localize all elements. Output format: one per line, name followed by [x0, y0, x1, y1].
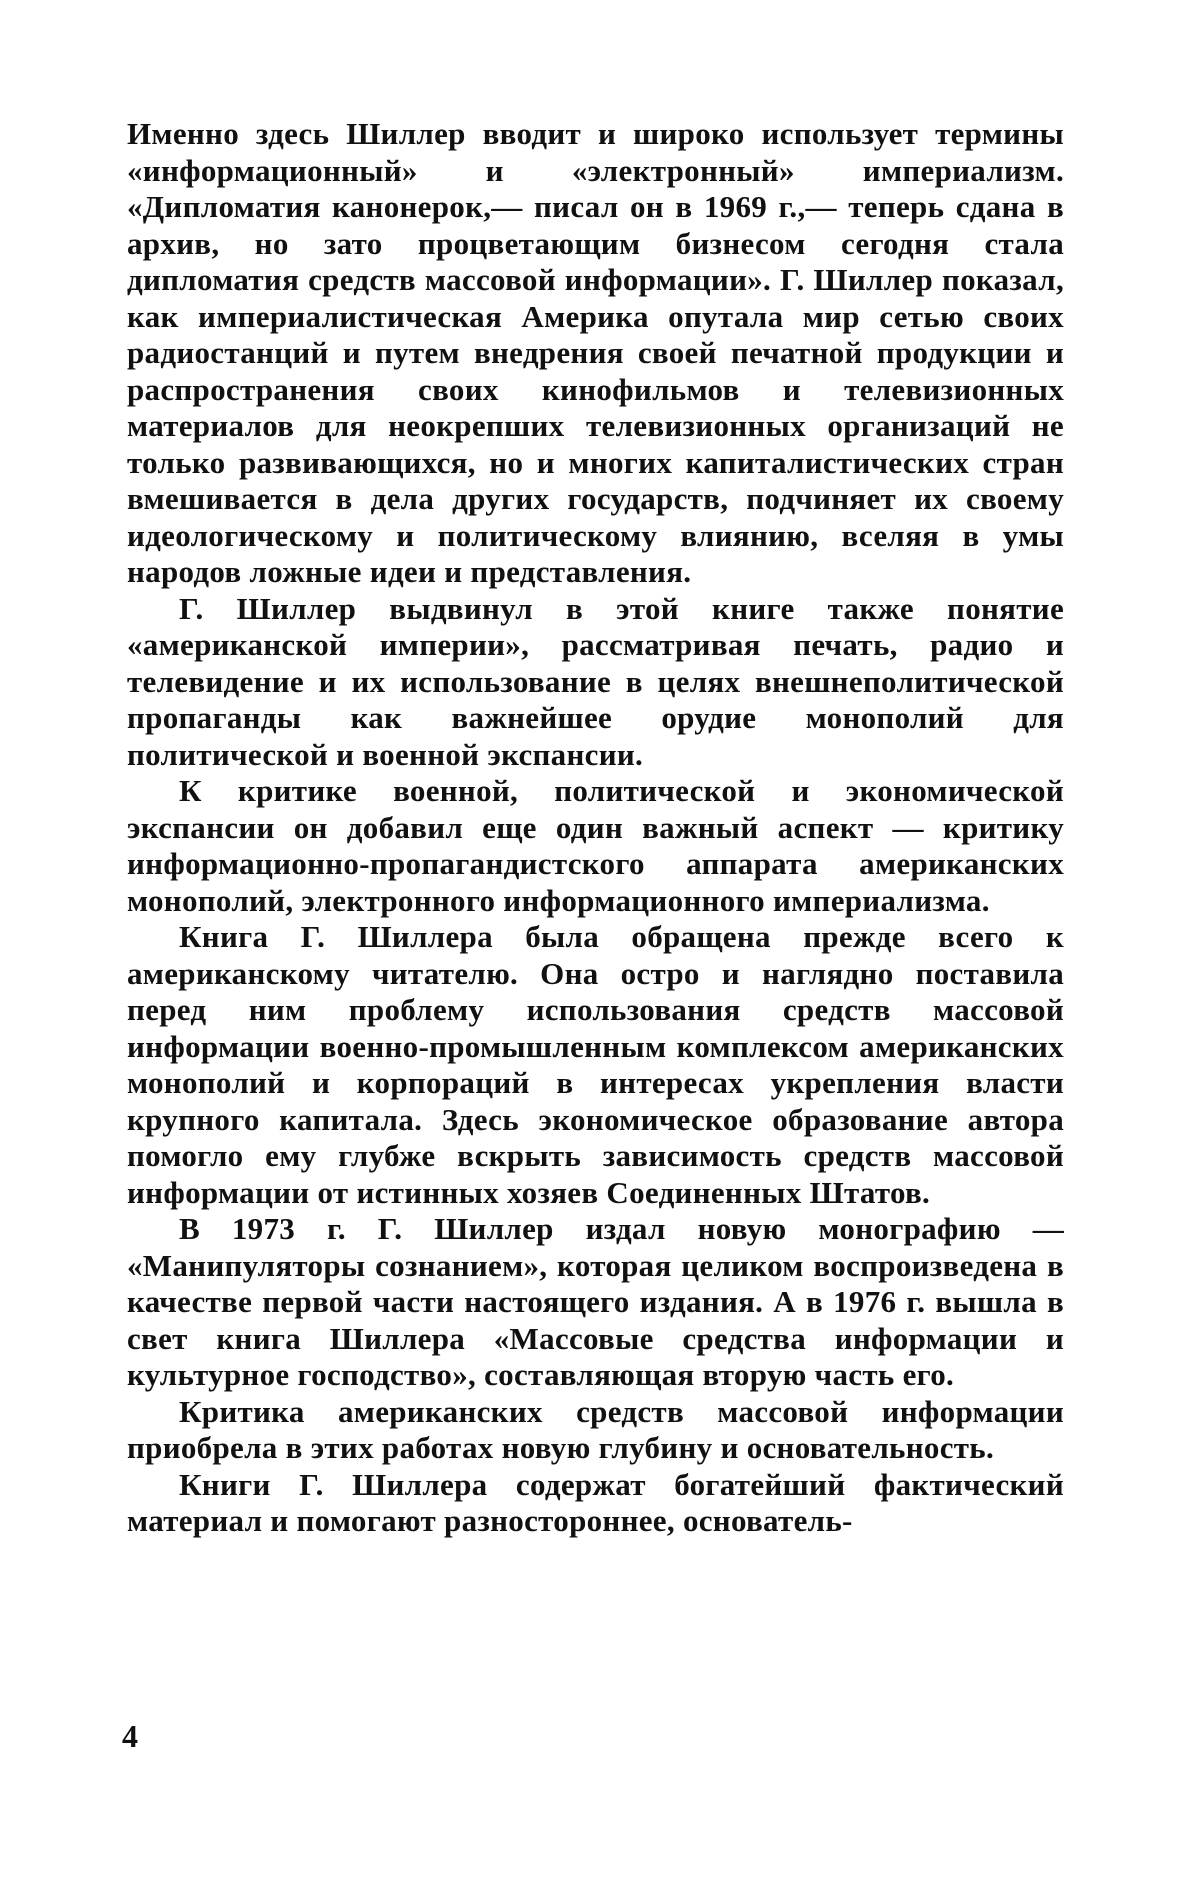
paragraph-6: Критика американских средств массовой информации приобрела в этих работах новую глубину и основательность. — [127, 1393, 1064, 1465]
paragraph-2: Г. Шиллер выдвинул в этой книге также понятие «американской империи», рассматривая печать, радио и телевидение и их использование в целях внешнеполитической пропаганды как важнейшее орудие монополий для политической и военной экспансии. — [127, 590, 1064, 772]
paragraph-4: Книга Г. Шиллера была обращена прежде всего к американскому читателю. Она остро и наглядно поставила перед ним проблему использования средств массовой информации военно-промышленным комплексом американских монополий и корпораций в интересах укрепления власти крупного капитала. Здесь экономическое образование автора помогло ему глубже вскрыть зависимость средств массовой информации от истинных хозяев Соединенных Штатов. — [127, 919, 1064, 1210]
paragraph-7: Книги Г. Шиллера содержат богатейший фактический материал и помогают разностороннее, основатель- — [127, 1466, 1064, 1538]
page-number: 4 — [122, 1718, 138, 1754]
paragraph-3: К критике военной, политической и экономической экспансии он добавил еще один важный аспект — критику информационно-пропагандистского аппарата американских монополий, электронного информационного империализма. — [127, 773, 1064, 918]
paragraph-5: В 1973 г. Г. Шиллер издал новую монографию — «Манипуляторы сознанием», которая целиком воспроизведена в качестве первой части настоящего издания. А в 1976 г. вышла в свет книга Шиллера «Массовые средства информации и культурное господство», составляющая вторую часть его. — [127, 1211, 1064, 1392]
paragraph-1: Именно здесь Шиллер вводит и широко использует термины «информационный» и «электронный» империализм. «Дипломатия канонерок,— писал он в 1969 г.,— теперь сдана в архив, но зато процветающим бизнесом сегодня стала дипломатия средств массовой информации». Г. Шиллер показал, как империалистическая Америка опутала мир сетью своих радиостанций и путем внедрения своей печатной продукции и распространения своих кинофильмов и телевизионных материалов для неокрепших телевизионных организаций не только развивающихся, но и многих капиталистических стран вмешивается в дела других государств, подчиняет их своему идеологическому и политическому влиянию, вселяя в умы народов ложные идеи и представления. — [127, 116, 1064, 589]
body-text — [127, 116, 1064, 1540]
